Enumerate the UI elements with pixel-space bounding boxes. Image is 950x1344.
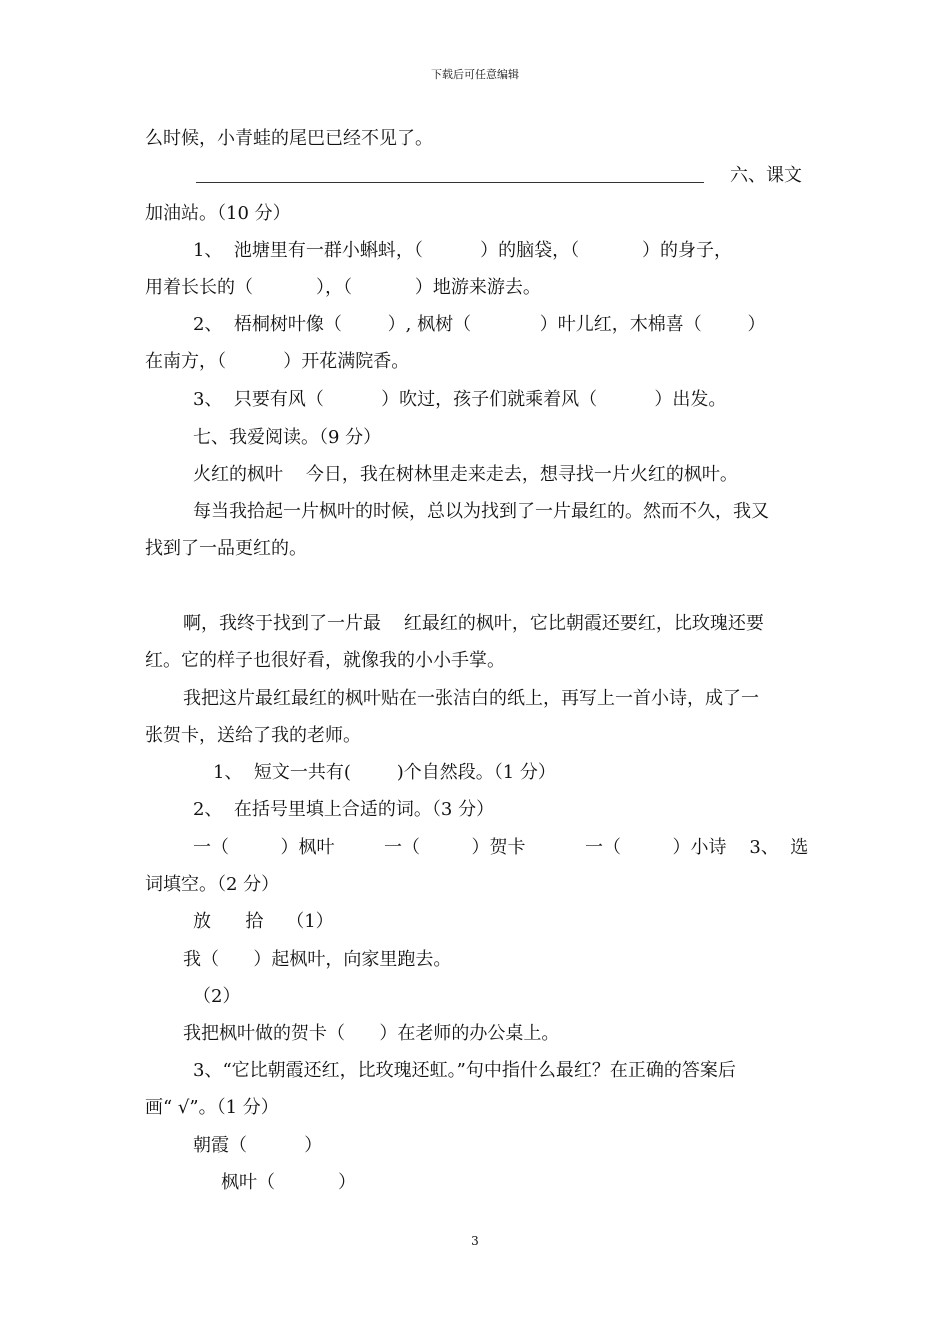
section-6-heading-end: 加油站。（10 分） (145, 203, 291, 224)
question-7-4-cont: 画“ √”。（1 分） (145, 1097, 279, 1118)
question-6-1: 1、 池塘里有一群小蝌蚪，（ ）的脑袋，（ ）的身子， (193, 240, 733, 261)
word-choice-sentence-2: 我把枫叶做的贺卡（ ）在老师的办公桌上。 (183, 1023, 560, 1044)
word-choice-label-2: （2） (193, 986, 241, 1007)
reading-paragraph-4-cont: 张贺卡，送给了我的老师。 (145, 725, 361, 746)
question-7-3-cont: 词填空。（2 分） (145, 874, 280, 895)
question-7-1: 1、 短文一共有( )个自然段。（1 分） (213, 762, 556, 783)
reading-paragraph-2: 每当我拾起一片枫叶的时候，总以为找到了一片最红的。然而不久，我又 (193, 501, 769, 522)
fill-blank-greeting-card: 一（ ）贺卡 (384, 837, 526, 858)
reading-paragraph-4: 我把这片最红最红的枫叶贴在一张洁白的纸上，再写上一首小诗，成了一 (183, 688, 759, 709)
question-6-2: 2、 梧桐树叶像（ ）, 枫树（ ）叶儿红，木棉喜（ ） (193, 314, 766, 335)
answer-option-morning-glow: 朝霞（ ） (193, 1135, 323, 1156)
question-6-3: 3、 只要有风（ ）吹过，孩子们就乘着风（ ）出发。 (193, 389, 727, 410)
section-7-heading: 七、我爱阅读。（9 分） (193, 427, 382, 448)
fill-blank-maple-leaf: 一（ ）枫叶 (193, 837, 335, 858)
page-number: 3 (471, 1234, 479, 1248)
reading-paragraph-2-cont: 找到了一品更红的。 (145, 538, 307, 559)
page-header: 下载后可任意编辑 (431, 68, 519, 81)
reading-paragraph-3: 啊，我终于找到了一片最 红最红的枫叶，它比朝霞还要红，比玫瑰还要 (183, 613, 764, 634)
word-choice-options: 放 拾 （1） (193, 911, 334, 932)
reading-passage-title: 火红的枫叶 今日，我在树林里走来走去，想寻找一片火红的枫叶。 (193, 464, 738, 485)
fill-blank-poem: 一（ ）小诗 3、 选 (585, 837, 809, 858)
text-line-1: 么时候，小青蛙的尾巴已经不见了。 (145, 128, 433, 149)
question-6-2-cont: 在南方，（ ）开花满院香。 (145, 351, 410, 372)
reading-paragraph-3-cont: 红。它的样子也很好看，就像我的小小手掌。 (145, 650, 505, 671)
question-7-2: 2、 在括号里填上合适的词。（3 分） (193, 799, 495, 820)
question-7-4: 3、“它比朝霞还红，比玫瑰还虹。”句中指什么最红？在正确的答案后 (193, 1060, 736, 1081)
section-6-heading-start: 六、课文 (730, 165, 802, 186)
answer-blank-line (196, 182, 704, 183)
word-choice-sentence-1: 我（ ）起枫叶，向家里跑去。 (183, 949, 452, 970)
question-6-1-cont: 用着长长的（ ），（ ）地游来游去。 (145, 277, 541, 298)
answer-option-maple-leaf: 枫叶（ ） (221, 1172, 356, 1193)
